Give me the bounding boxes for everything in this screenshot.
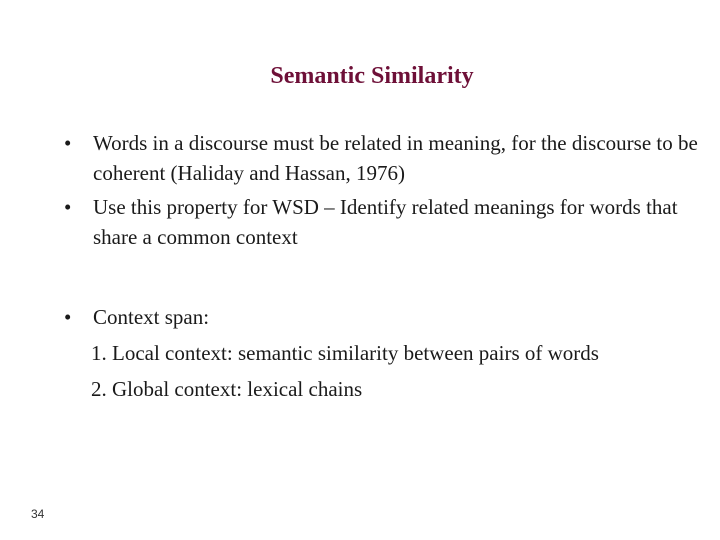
bullet-marker: •: [64, 195, 72, 219]
bullet-item: [60, 128, 700, 188]
numbered-subitem: 2. Global context: lexical chains: [91, 377, 363, 401]
bullet-item: [60, 192, 700, 252]
bullet-marker: •: [64, 305, 72, 329]
spacer: [60, 256, 700, 302]
slide-content: [60, 128, 700, 404]
slide-number: 34: [31, 507, 45, 521]
bullet-text: Use this property for WSD – Identify related meanings for words that share a common context: [93, 195, 678, 249]
slide-title: Semantic Similarity: [270, 63, 474, 89]
bullet-marker: •: [64, 131, 72, 155]
numbered-subitem: 1. Local context: semantic similarity between pairs of words: [91, 341, 599, 365]
bullet-text: Context span:: [93, 305, 210, 329]
bullet-item: [60, 302, 700, 332]
bullet-text: Words in a discourse must be related in meaning, for the discourse to be coherent (Haliday and Hassan, 1976): [93, 131, 698, 185]
